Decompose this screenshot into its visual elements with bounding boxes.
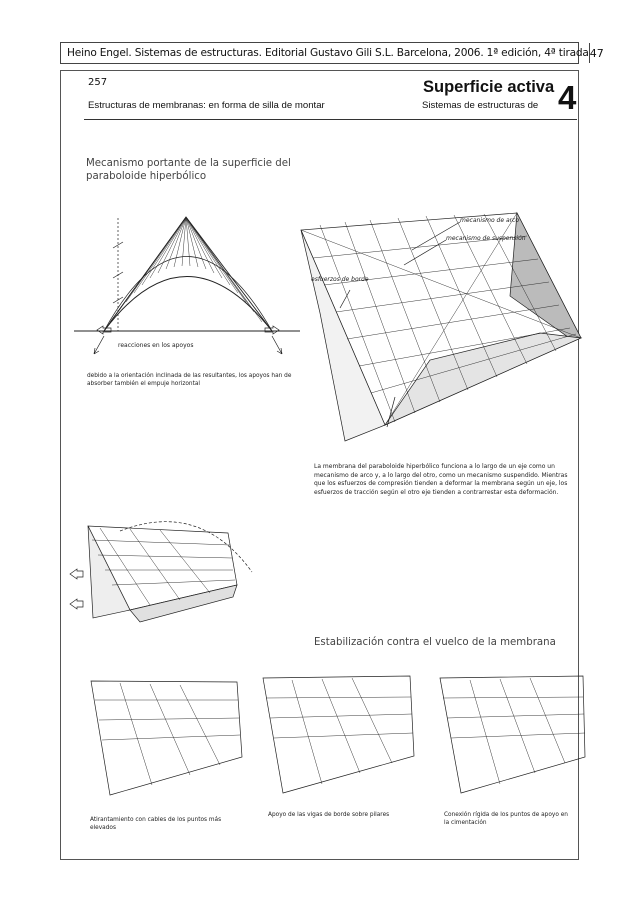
membrane-description: La membrana del paraboloide hiperbólico funciona a lo largo de un eje como un mecanismo de arco y, a lo largo del otro, como un mecanismo suspendido. Mientras que los esfuerzos de compresión tienden a deformar la membrana según un eje, los esfuerzos de tracción según el otro eje tienden a contrarrestar esta deformación.	[314, 463, 568, 496]
figure-hypar-mechanisms	[301, 213, 581, 441]
stabilisation-caption-3: Conexión rígida de los puntos de apoyo en la cimentación	[444, 812, 568, 826]
page-number: 47	[589, 43, 604, 63]
stabilisation-caption-2: Apoyo de las vigas de borde sobre pilares	[268, 812, 390, 818]
figure-stabilisation-2	[263, 676, 414, 793]
citation-text: Heino Engel. Sistemas de estructuras. Editorial Gustavo Gili S.L. Barcelona, 2006. 1ª edición, 4ª tirada	[67, 47, 589, 59]
book-subtitle: Estructuras de membranas: en forma de silla de montar	[88, 100, 325, 111]
figure-stabilisation-3	[440, 676, 585, 793]
book-page-number: 257	[88, 77, 108, 88]
stabilisation-caption-1: Atirantamiento con cables de los puntos más elevados	[90, 817, 222, 831]
figure-stabilisation-1	[91, 681, 242, 795]
section1-heading: Mecanismo portante de la superficie del paraboloide hiperbólico	[86, 158, 291, 182]
section2-heading: Estabilización contra el vuelco de la membrana	[314, 637, 556, 648]
book-title: Superficie activa	[423, 78, 555, 96]
suspension-mechanism-label: mecanismo de suspensión	[446, 235, 526, 242]
arch-mechanism-label: mecanismo de arco	[460, 217, 520, 224]
reactions-label: reacciones en los apoyos	[118, 342, 194, 349]
figure-overturning	[70, 522, 252, 622]
reactions-note: debido a la orientación inclinada de las resultantes, los apoyos han de absorber también el empuje horizontal	[87, 373, 292, 387]
book-series: Sistemas de estructuras de	[422, 100, 539, 111]
chapter-number: 4	[558, 79, 577, 116]
edge-forces-label: esfuerzos de borde	[311, 276, 369, 283]
figure-saddle-section	[74, 217, 300, 354]
